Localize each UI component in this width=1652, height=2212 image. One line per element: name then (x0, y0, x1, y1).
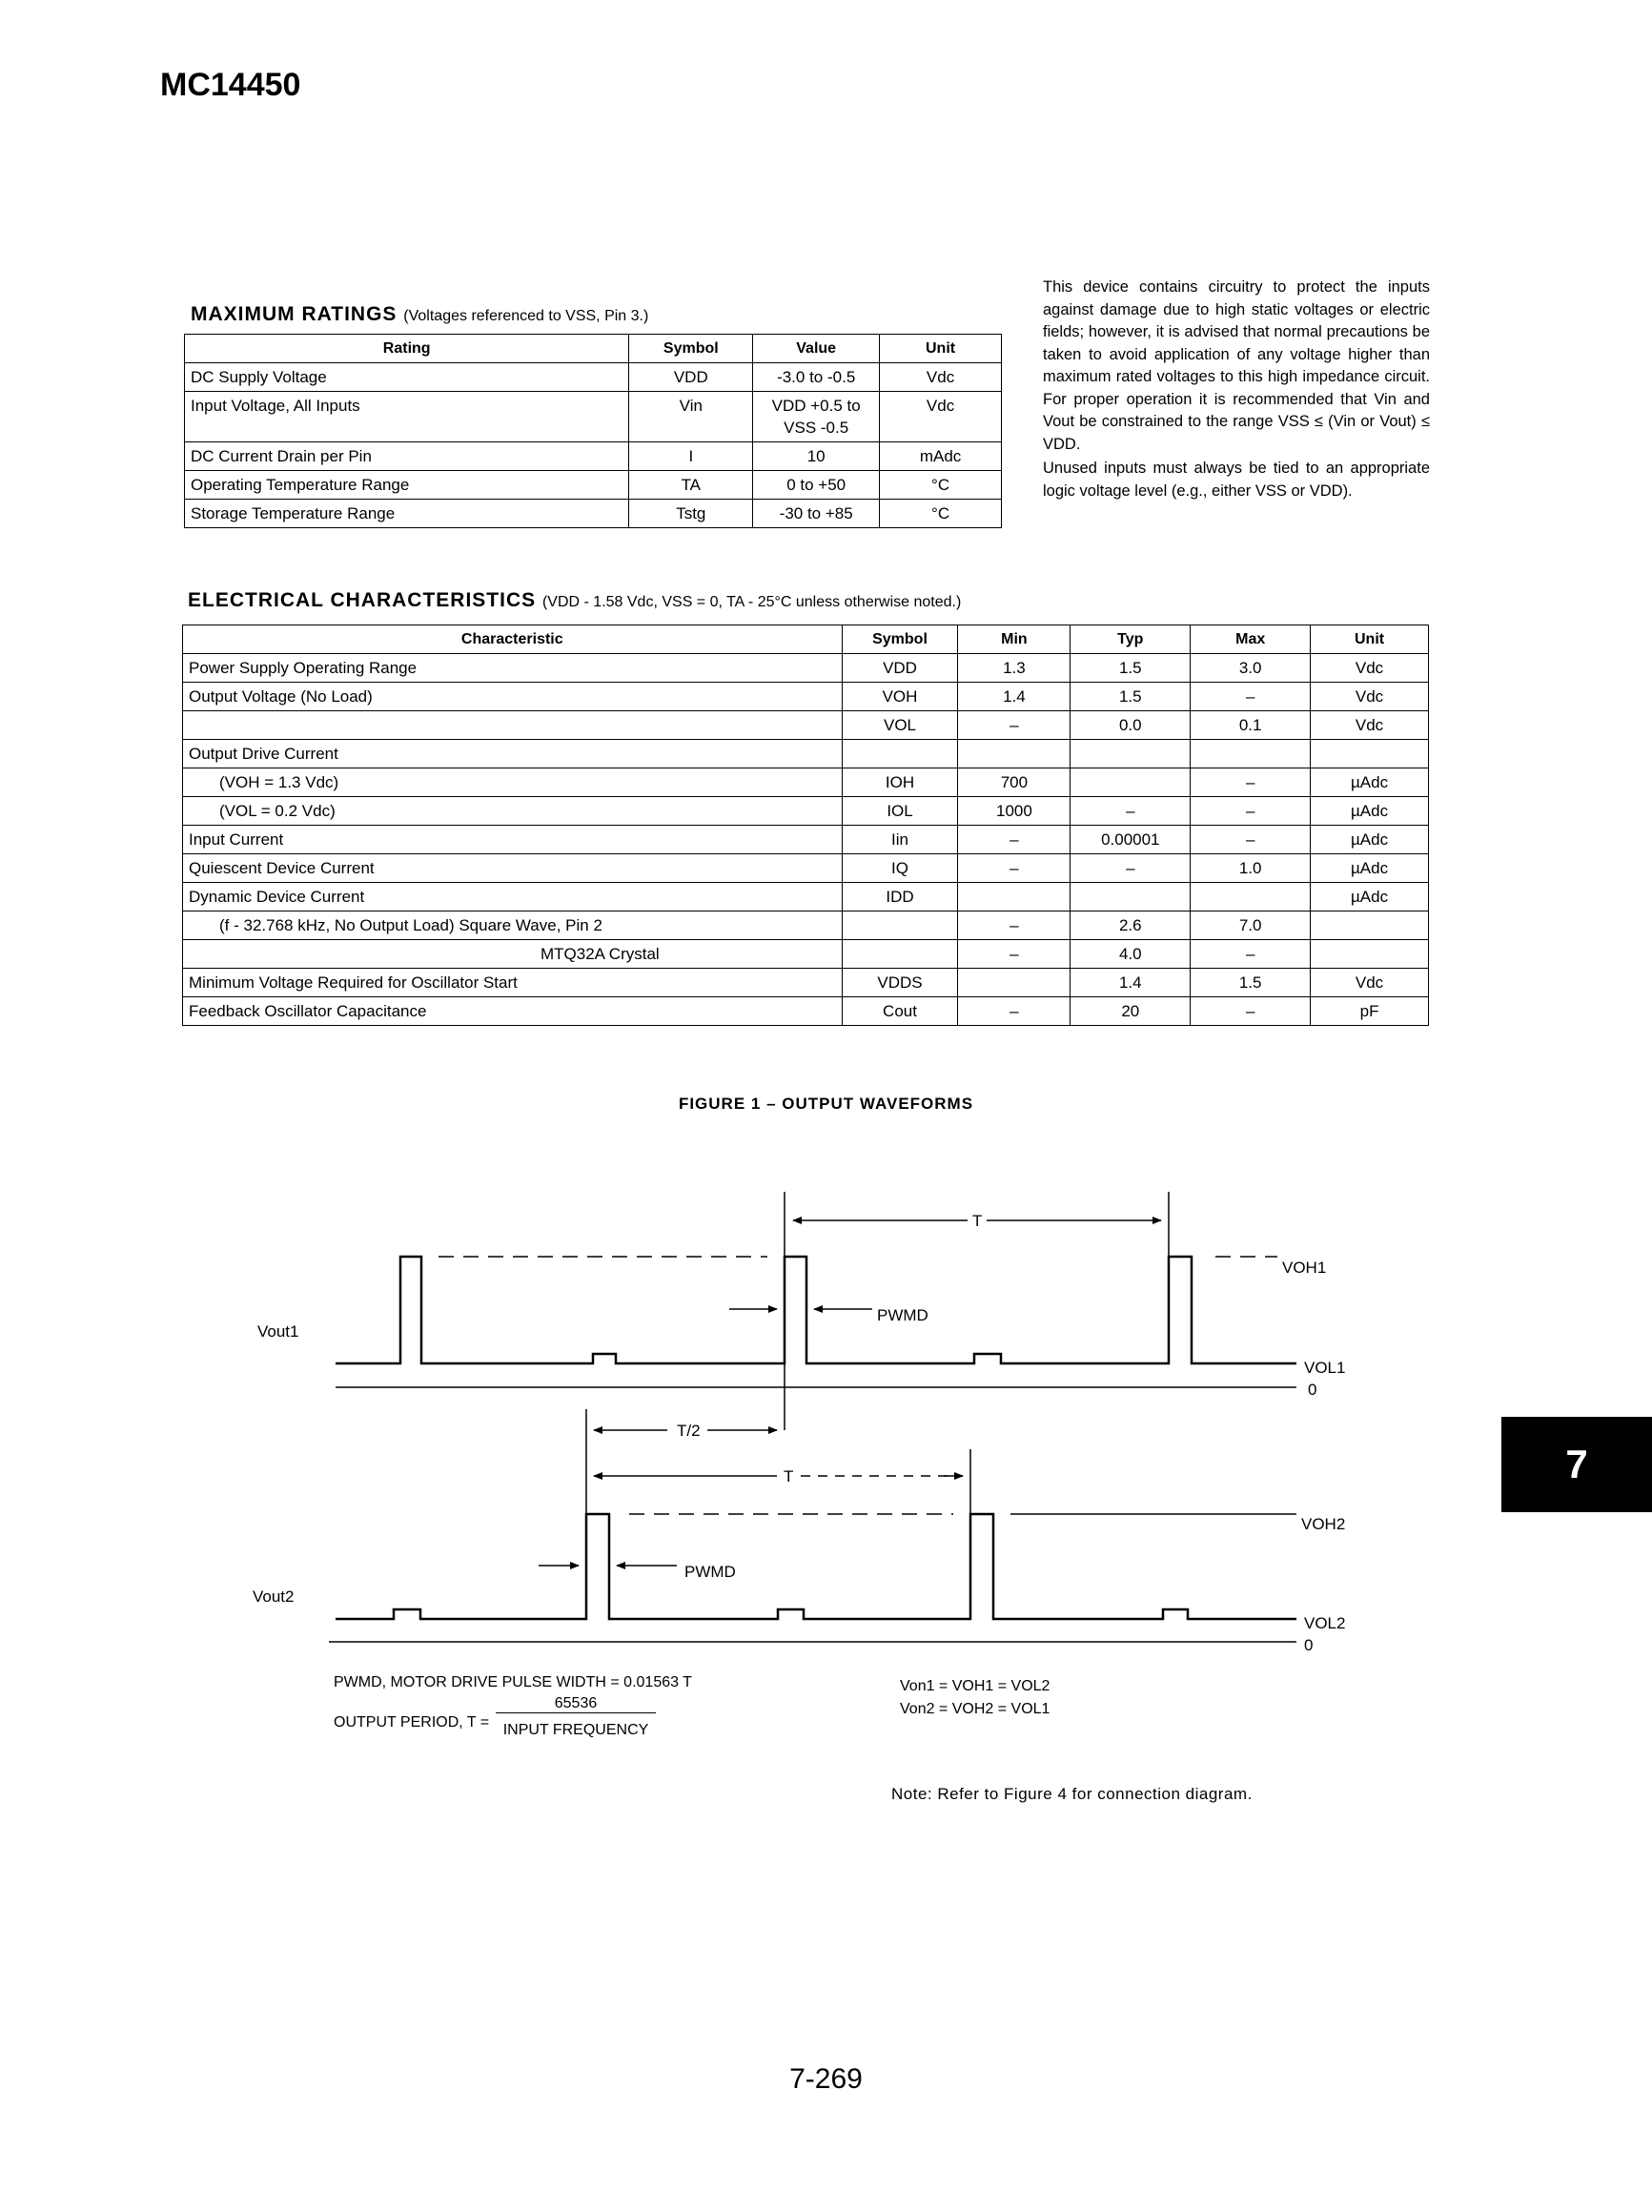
cell: TA (629, 471, 753, 500)
voh2-label: VOH2 (1301, 1515, 1346, 1533)
cell: °C (880, 471, 1002, 500)
cell: 1.3 (958, 654, 1071, 683)
cell: Tstg (629, 500, 753, 528)
vol2-label: VOL2 (1304, 1614, 1346, 1632)
cell: -30 to +85 (753, 500, 880, 528)
cell: 1.4 (1071, 969, 1191, 997)
cell: MTQ32A Crystal (183, 940, 843, 969)
cell: – (1071, 797, 1191, 826)
voh1-label: VOH1 (1282, 1259, 1327, 1277)
cell: 0.1 (1191, 711, 1311, 740)
cell: 1.0 (1191, 854, 1311, 883)
part-number: MC14450 (160, 67, 301, 103)
cell: 1.5 (1071, 683, 1191, 711)
cell: Operating Temperature Range (185, 471, 629, 500)
cell: Cout (842, 997, 958, 1026)
cell: Input Current (183, 826, 843, 854)
cell: 20 (1071, 997, 1191, 1026)
zero-label: 0 (1304, 1636, 1314, 1654)
column-header: Max (1191, 625, 1311, 654)
cell: mAdc (880, 442, 1002, 471)
cell: Vin (629, 392, 753, 442)
cell: 0 to +50 (753, 471, 880, 500)
vout1-waveform (336, 1257, 1296, 1363)
von2-definition: Von2 = VOH2 = VOL1 (900, 1701, 1050, 1717)
cell: VOH (842, 683, 958, 711)
cell: Vdc (1311, 683, 1429, 711)
cell: DC Current Drain per Pin (185, 442, 629, 471)
vout2-label: Vout2 (253, 1587, 295, 1606)
cell: µAdc (1311, 883, 1429, 911)
protection-note-paragraph: Unused inputs must always be tied to an appropriate logic voltage level (e.g., either VSS or VDD). (1043, 460, 1430, 500)
cell: µAdc (1311, 768, 1429, 797)
cell: – (1071, 854, 1191, 883)
pwmd-label: PWMD (684, 1563, 736, 1581)
column-header: Symbol (629, 335, 753, 363)
pwmd-label: PWMD (877, 1306, 928, 1324)
cell: – (958, 826, 1071, 854)
cell: Quiescent Device Current (183, 854, 843, 883)
cell: 0.0 (1071, 711, 1191, 740)
elec-char-title: ELECTRICAL CHARACTERISTICS (188, 589, 537, 611)
zero-label: 0 (1308, 1381, 1317, 1399)
cell: – (1191, 940, 1311, 969)
section-tab: 7 (1501, 1417, 1652, 1512)
cell: 0.00001 (1071, 826, 1191, 854)
cell: Output Drive Current (183, 740, 843, 768)
cell: VDD +0.5 to VSS -0.5 (753, 392, 880, 442)
cell: Dynamic Device Current (183, 883, 843, 911)
column-header: Value (753, 335, 880, 363)
cell: µAdc (1311, 854, 1429, 883)
cell: 7.0 (1191, 911, 1311, 940)
cell: I (629, 442, 753, 471)
column-header: Typ (1071, 625, 1191, 654)
cell: VDD (842, 654, 958, 683)
cell: VOL (842, 711, 958, 740)
cell: Vdc (880, 392, 1002, 442)
column-header: Symbol (842, 625, 958, 654)
cell: IDD (842, 883, 958, 911)
cell: Feedback Oscillator Capacitance (183, 997, 843, 1026)
half-period-label: T/2 (677, 1422, 701, 1440)
column-header: Unit (1311, 625, 1429, 654)
cell: µAdc (1311, 826, 1429, 854)
vol1-label: VOL1 (1304, 1359, 1346, 1377)
period-denominator: INPUT FREQUENCY (502, 1722, 649, 1738)
column-header: Characteristic (183, 625, 843, 654)
cell: DC Supply Voltage (185, 363, 629, 392)
cell: 10 (753, 442, 880, 471)
period-numerator: 65536 (496, 1695, 656, 1713)
cell: VDDS (842, 969, 958, 997)
vout2-waveform (336, 1514, 1296, 1619)
cell: Vdc (1311, 711, 1429, 740)
cell: – (958, 854, 1071, 883)
page-number: 7-269 (789, 2063, 863, 2095)
max-ratings-title: MAXIMUM RATINGS (191, 303, 398, 325)
column-header: Min (958, 625, 1071, 654)
cell: 1.5 (1071, 654, 1191, 683)
cell: IQ (842, 854, 958, 883)
max-ratings-condition: (Voltages referenced to VSS, Pin 3.) (403, 308, 649, 324)
cell: (f - 32.768 kHz, No Output Load) Square Wave, Pin 2 (183, 911, 843, 940)
cell: – (958, 940, 1071, 969)
cell: Vdc (1311, 969, 1429, 997)
cell: Storage Temperature Range (185, 500, 629, 528)
cell: 700 (958, 768, 1071, 797)
period-label: T (784, 1467, 794, 1485)
figure-footnote: Note: Refer to Figure 4 for connection diagram. (891, 1785, 1253, 1803)
protection-note-paragraph: This device contains circuitry to protect the inputs against damage due to high static voltages or electric fields; however, it is advised that normal precautions be taken to avoid application of any voltage higher than maximum rated voltages to this high impedance circuit. For proper operation it is recommended that Vin and Vout be constrained to the range VSS ≤ (Vin or Vout) ≤ VDD. (1043, 278, 1430, 453)
cell: pF (1311, 997, 1429, 1026)
cell: Power Supply Operating Range (183, 654, 843, 683)
cell: -3.0 to -0.5 (753, 363, 880, 392)
cell: – (958, 997, 1071, 1026)
cell: (VOH = 1.3 Vdc) (183, 768, 843, 797)
cell: Input Voltage, All Inputs (185, 392, 629, 442)
cell: – (1191, 683, 1311, 711)
cell: µAdc (1311, 797, 1429, 826)
column-header: Rating (185, 335, 629, 363)
cell: Minimum Voltage Required for Oscillator Start (183, 969, 843, 997)
cell: (VOL = 0.2 Vdc) (183, 797, 843, 826)
cell: – (1191, 997, 1311, 1026)
figure-caption: FIGURE 1 – OUTPUT WAVEFORMS (678, 1095, 974, 1113)
cell: Vdc (880, 363, 1002, 392)
cell: – (958, 911, 1071, 940)
vout1-label: Vout1 (257, 1322, 299, 1341)
cell: 3.0 (1191, 654, 1311, 683)
cell: IOL (842, 797, 958, 826)
cell: Output Voltage (No Load) (183, 683, 843, 711)
cell: 1000 (958, 797, 1071, 826)
cell: 1.4 (958, 683, 1071, 711)
cell: – (958, 711, 1071, 740)
pulse-width-definition: PWMD, MOTOR DRIVE PULSE WIDTH = 0.01563 T (334, 1674, 692, 1690)
cell: °C (880, 500, 1002, 528)
cell: Vdc (1311, 654, 1429, 683)
period-label: T (972, 1212, 983, 1230)
cell: 4.0 (1071, 940, 1191, 969)
cell: – (1191, 797, 1311, 826)
cell: Iin (842, 826, 958, 854)
cell: 2.6 (1071, 911, 1191, 940)
period-definition-label: OUTPUT PERIOD, T = (334, 1714, 490, 1731)
von1-definition: Von1 = VOH1 = VOL2 (900, 1678, 1050, 1694)
cell: – (1191, 826, 1311, 854)
elec-char-condition: (VDD - 1.58 Vdc, VSS = 0, TA - 25°C unless otherwise noted.) (541, 594, 962, 610)
cell: – (1191, 768, 1311, 797)
cell: VDD (629, 363, 753, 392)
cell: IOH (842, 768, 958, 797)
cell: 1.5 (1191, 969, 1311, 997)
column-header: Unit (880, 335, 1002, 363)
